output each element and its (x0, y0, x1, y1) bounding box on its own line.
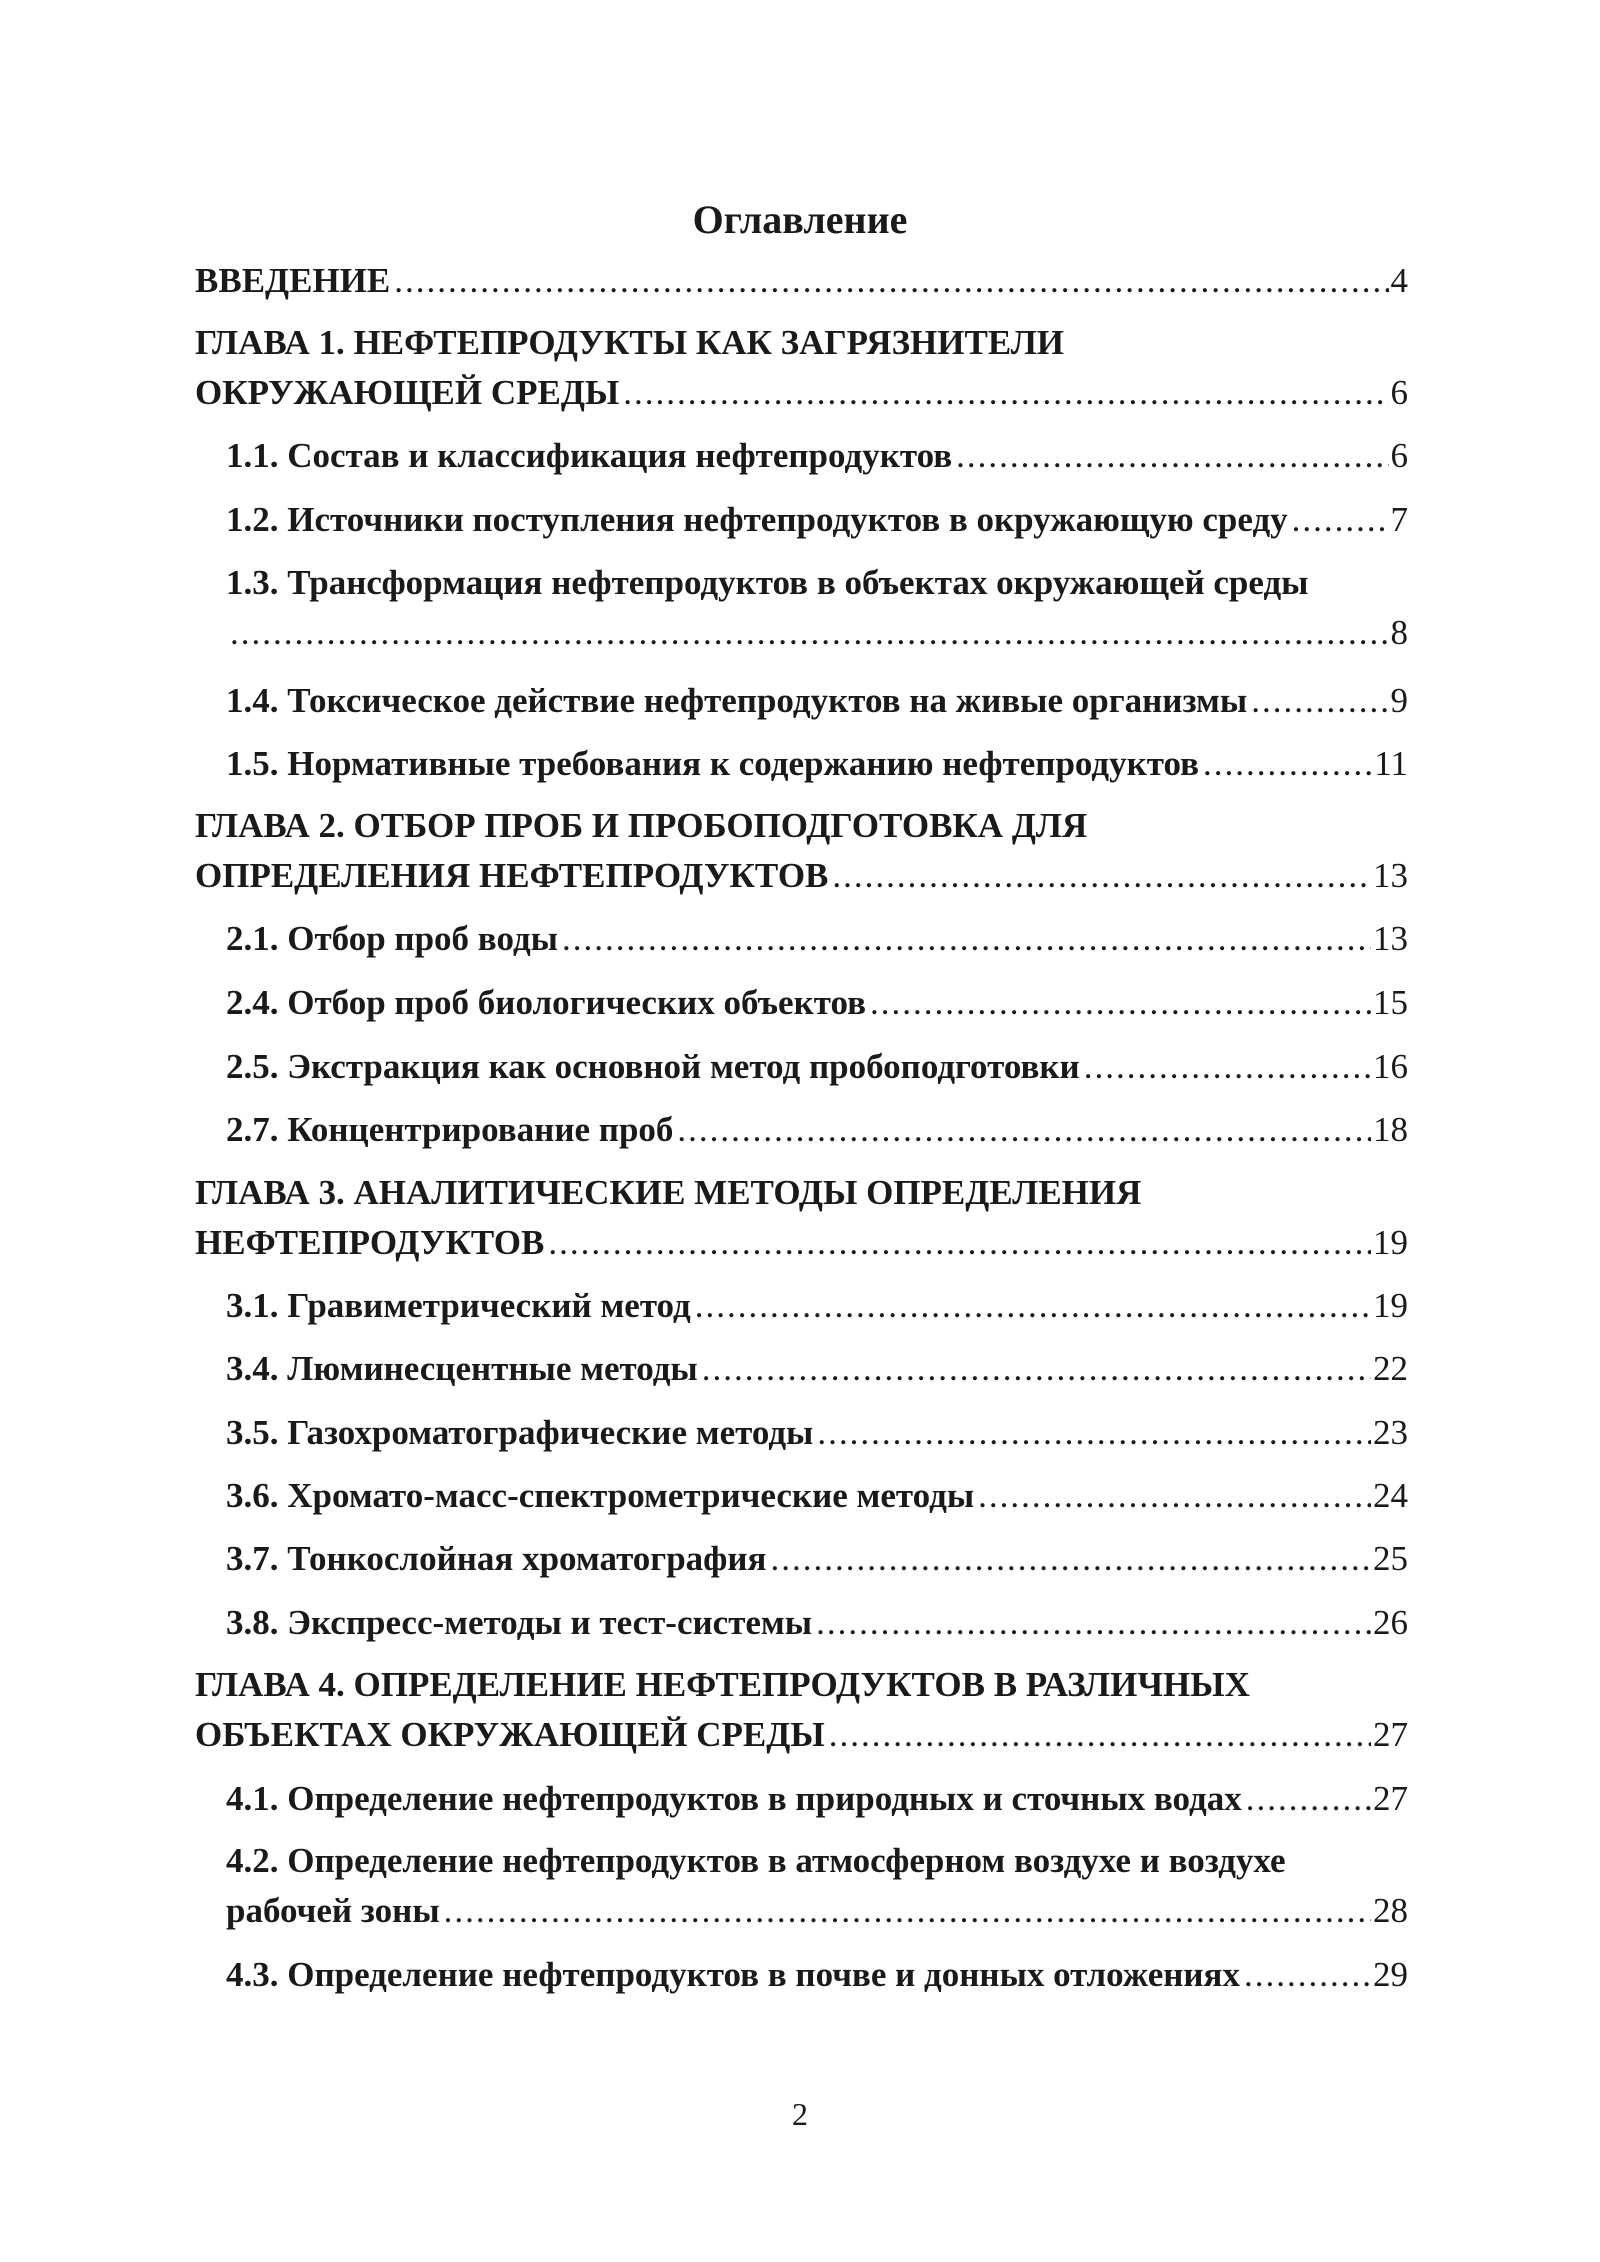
toc-entry-title-line: ГЛАВА 3. АНАЛИТИЧЕСКИЕ МЕТОДЫ ОПРЕДЕЛЕНИЯ (195, 1173, 1142, 1212)
toc-entry-page-number: 19 (1373, 1286, 1408, 1325)
dot-leader (1203, 739, 1372, 789)
toc-entry (226, 1950, 1408, 2000)
toc-entry-row (226, 1598, 1408, 1648)
toc-entry (226, 1836, 1408, 1936)
toc-entry (226, 914, 1408, 964)
toc-entry-row (226, 1534, 1408, 1584)
toc-entry-label: 1.4. Токсическое действие нефтепродуктов на живые организмы (226, 681, 1248, 720)
toc-entry-label: 2.5. Экстракция как основной метод пробоподготовки (226, 1047, 1080, 1086)
toc-entry-row (195, 1218, 1408, 1268)
toc-entry-row (226, 676, 1408, 726)
toc-entry-label: ОПРЕДЕЛЕНИЯ НЕФТЕПРОДУКТОВ (195, 856, 829, 895)
toc-entry-page-number: 19 (1373, 1223, 1408, 1262)
toc-entry-label: ОКРУЖАЮЩЕЙ СРЕДЫ (195, 373, 620, 412)
toc-entry-row (195, 851, 1408, 901)
toc-entry-page-number: 16 (1373, 1047, 1408, 1086)
toc-entry-title-line: 1.3. Трансформация нефтепродуктов в объектах окружающей среды (226, 563, 1309, 602)
toc-entry (226, 1598, 1408, 1648)
toc-entry-page-number: 13 (1373, 919, 1408, 958)
dot-leader (702, 1344, 1371, 1394)
toc-entry-page-number: 11 (1374, 744, 1408, 783)
toc-entry (195, 318, 1408, 418)
toc-entry-label: 2.7. Концентрирование проб (226, 1110, 674, 1149)
toc-entry-title-line: ГЛАВА 1. НЕФТЕПРОДУКТЫ КАК ЗАГРЯЗНИТЕЛИ (195, 323, 1065, 362)
toc-entry (195, 1660, 1408, 1760)
toc-title: Оглавление (692, 197, 908, 242)
toc-entry-title-line: ГЛАВА 2. ОТБОР ПРОБ И ПРОБОПОДГОТОВКА ДЛЯ (195, 806, 1088, 845)
toc-entry-row (226, 431, 1408, 481)
toc-entry-page-number: 29 (1373, 1955, 1408, 1994)
toc-entry (226, 676, 1408, 726)
toc-entry-page-number: 26 (1373, 1603, 1408, 1642)
toc-entry-page-number: 23 (1373, 1413, 1408, 1452)
toc-entry-row (226, 495, 1408, 545)
toc-entry (195, 1168, 1408, 1268)
toc-entry (226, 1105, 1408, 1155)
dot-leader (978, 1471, 1371, 1521)
toc-entry (226, 1774, 1408, 1824)
toc-entry (226, 978, 1408, 1028)
toc-entry-page-number: 13 (1373, 856, 1408, 895)
toc-entry-row (226, 978, 1408, 1028)
toc-entry-page-number: 25 (1373, 1539, 1408, 1578)
toc-entry-row (226, 608, 1408, 658)
toc-entry-label: 2.4. Отбор проб биологических объектов (226, 983, 867, 1022)
toc-entry (195, 256, 1408, 306)
toc-entry-title-line: 4.2. Определение нефтепродуктов в атмосферном воздухе и воздухе (226, 1841, 1286, 1880)
toc-entry (226, 1408, 1408, 1458)
dot-leader (677, 1105, 1371, 1155)
toc-entry-page-number: 9 (1390, 681, 1408, 720)
dot-leader (444, 1886, 1371, 1936)
toc-entry-label: 3.1. Гравиметрический метод (226, 1286, 691, 1325)
toc-entry-row (226, 1886, 1408, 1936)
dot-leader (956, 431, 1388, 481)
toc-entry-label: 3.8. Экспресс-методы и тест-системы (226, 1603, 813, 1642)
toc-entry-label: ОБЪЕКТАХ ОКРУЖАЮЩЕЙ СРЕДЫ (195, 1715, 825, 1754)
dot-leader (230, 608, 1389, 658)
dot-leader (1084, 1042, 1371, 1092)
toc-entry (226, 495, 1408, 545)
toc-entry-page-number: 6 (1390, 436, 1408, 475)
toc-entry (226, 1042, 1408, 1092)
dot-leader (817, 1408, 1371, 1458)
toc-entry-row (226, 1344, 1408, 1394)
dot-leader (623, 368, 1388, 418)
dot-leader (562, 914, 1371, 964)
toc-entry-label: ВВЕДЕНИЕ (195, 261, 391, 300)
toc-entry-row (226, 739, 1408, 789)
toc-entry-page-number: 6 (1390, 373, 1408, 412)
toc-entry (226, 431, 1408, 481)
toc-entry-row (226, 1774, 1408, 1824)
dot-leader (548, 1218, 1371, 1268)
toc-entry-label: 3.6. Хромато-масс-спектрометрические методы (226, 1476, 975, 1515)
toc-entry-page-number: 15 (1373, 983, 1408, 1022)
toc-entry-row (195, 1710, 1408, 1760)
toc-entry-row (195, 256, 1408, 306)
toc-entry-page-number: 27 (1373, 1715, 1408, 1754)
toc-entry-row (226, 1408, 1408, 1458)
toc-entry-label: 3.4. Люминесцентные методы (226, 1349, 698, 1388)
toc-entry-page-number: 27 (1373, 1779, 1408, 1818)
toc-entry-label: 4.3. Определение нефтепродуктов в почве и донных отложениях (226, 1955, 1240, 1994)
dot-leader (394, 256, 1388, 306)
toc-entry-label: 3.5. Газохроматографические методы (226, 1413, 814, 1452)
dot-leader (1246, 1774, 1371, 1824)
page-number: 2 (792, 2096, 808, 2132)
toc-entry (226, 1344, 1408, 1394)
dot-leader (870, 978, 1371, 1028)
toc-entry (226, 558, 1408, 658)
toc-entry (226, 1281, 1408, 1331)
toc-entry-page-number: 7 (1390, 500, 1408, 539)
toc-entry-page-number: 28 (1373, 1891, 1408, 1930)
toc-entry-row (226, 1105, 1408, 1155)
toc-entry-row (226, 1042, 1408, 1092)
toc-entry-label: 1.5. Нормативные требования к содержанию нефтепродуктов (226, 744, 1200, 783)
toc-entry-row (226, 1281, 1408, 1331)
toc-entry-page-number: 8 (1390, 613, 1408, 652)
toc-entry-row (226, 1950, 1408, 2000)
toc-entry-page-number: 18 (1373, 1110, 1408, 1149)
dot-leader (1251, 676, 1388, 726)
dot-leader (770, 1534, 1371, 1584)
toc-entry-label: 2.1. Отбор проб воды (226, 919, 558, 958)
toc-entry-page-number: 4 (1390, 261, 1408, 300)
toc-entry (226, 739, 1408, 789)
toc-entry (195, 801, 1408, 901)
toc-entry-page-number: 24 (1373, 1476, 1408, 1515)
toc-entry (226, 1534, 1408, 1584)
toc-entry-title-line: ГЛАВА 4. ОПРЕДЕЛЕНИЕ НЕФТЕПРОДУКТОВ В РАЗЛИЧНЫХ (195, 1665, 1250, 1704)
toc-entry-page-number: 22 (1373, 1349, 1408, 1388)
toc-entry-row (195, 368, 1408, 418)
dot-leader (829, 1710, 1371, 1760)
toc-entry-row (226, 1471, 1408, 1521)
dot-leader (695, 1281, 1371, 1331)
toc-entry-label: 1.2. Источники поступления нефтепродуктов в окружающую среду (226, 500, 1288, 539)
toc-entry-label: 1.1. Состав и классификация нефтепродуктов (226, 436, 953, 475)
dot-leader (832, 851, 1371, 901)
toc-entry-label: 3.7. Тонкослойная хроматография (226, 1539, 767, 1578)
toc-entry-label: НЕФТЕПРОДУКТОВ (195, 1223, 545, 1262)
dot-leader (816, 1598, 1371, 1648)
dot-leader (1292, 495, 1389, 545)
dot-leader (1244, 1950, 1371, 2000)
toc-entry-label: рабочей зоны (226, 1891, 440, 1930)
toc-entry (226, 1471, 1408, 1521)
toc-entry-label: 4.1. Определение нефтепродуктов в природных и сточных водах (226, 1779, 1242, 1818)
toc-entry-row (226, 914, 1408, 964)
